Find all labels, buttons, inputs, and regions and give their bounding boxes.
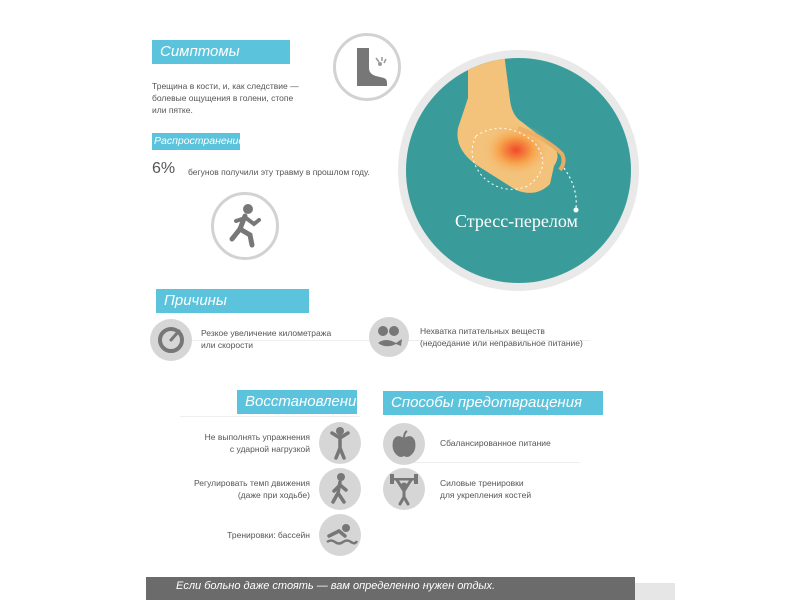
divider xyxy=(180,416,360,417)
runner-icon xyxy=(211,192,279,260)
prevalence-text: бегунов получили эту травму в прошлом году. xyxy=(188,167,370,177)
cause-item-1 xyxy=(201,327,361,351)
recovery-item-1 xyxy=(160,431,310,455)
recovery-item-2-line-1: Регулировать темп движения xyxy=(193,478,310,488)
symptoms-line-2: болевые ощущения в голени, стопе xyxy=(152,93,294,103)
prevention-item-1-line-1: Сбалансированное питание xyxy=(440,438,551,448)
recovery-item-2-line-2: (даже при ходьбе) xyxy=(237,490,310,500)
recovery-header: Восстановление xyxy=(237,390,357,414)
causes-header: Причины xyxy=(156,289,309,313)
foot-illustration-icon xyxy=(406,58,631,283)
footer-text: Если больно даже стоять — вам определенно нужен отдых. xyxy=(176,580,496,592)
cause-item-1-line-1: Резкое увеличение километража xyxy=(201,328,332,338)
prevention-item-2-line-1: Силовые тренировки xyxy=(440,478,524,488)
prevalence-header: Распространение xyxy=(152,133,240,150)
prevention-item-2-line-2: для укрепления костей xyxy=(440,490,532,500)
illustration-inner xyxy=(406,58,631,283)
apple-icon xyxy=(383,423,425,465)
recovery-item-1-line-1: Не выполнять упражнения xyxy=(204,432,310,442)
symptoms-line-3: или пятке. xyxy=(152,105,193,115)
recovery-item-3-line-1: Тренировки: бассейн xyxy=(227,530,310,540)
swimmer-icon xyxy=(319,514,361,556)
stress-fracture-illustration xyxy=(398,50,639,291)
prevention-item-1 xyxy=(440,437,600,449)
prevention-header: Способы предотвращения xyxy=(383,391,603,415)
standing-person-icon xyxy=(319,422,361,464)
prevalence-percent: 6% xyxy=(152,160,176,177)
cause-item-2-line-1: Нехватка питательных веществ xyxy=(420,326,545,336)
cause-item-2 xyxy=(420,325,620,349)
divider xyxy=(400,462,580,463)
recovery-item-2 xyxy=(160,477,310,501)
symptoms-text xyxy=(152,80,327,116)
symptoms-line-1: Трещина в кости, и, как следствие — xyxy=(152,81,299,91)
footer-accent xyxy=(635,583,675,600)
illustration-label: Стресс-перелом xyxy=(455,211,578,231)
recovery-item-1-line-2: с ударной нагрузкой xyxy=(229,444,310,454)
gauge-icon xyxy=(150,319,192,361)
cause-item-2-line-2: (недоедание или неправильное питание) xyxy=(420,338,583,348)
walking-person-icon xyxy=(319,468,361,510)
recovery-item-3 xyxy=(160,529,310,541)
foot-icon xyxy=(333,33,401,101)
food-icon xyxy=(369,317,409,357)
cause-item-1-line-2: или скорости xyxy=(201,340,253,350)
weightlifter-icon xyxy=(383,468,425,510)
symptoms-header: Симптомы xyxy=(152,40,290,64)
prevention-item-2 xyxy=(440,477,600,501)
